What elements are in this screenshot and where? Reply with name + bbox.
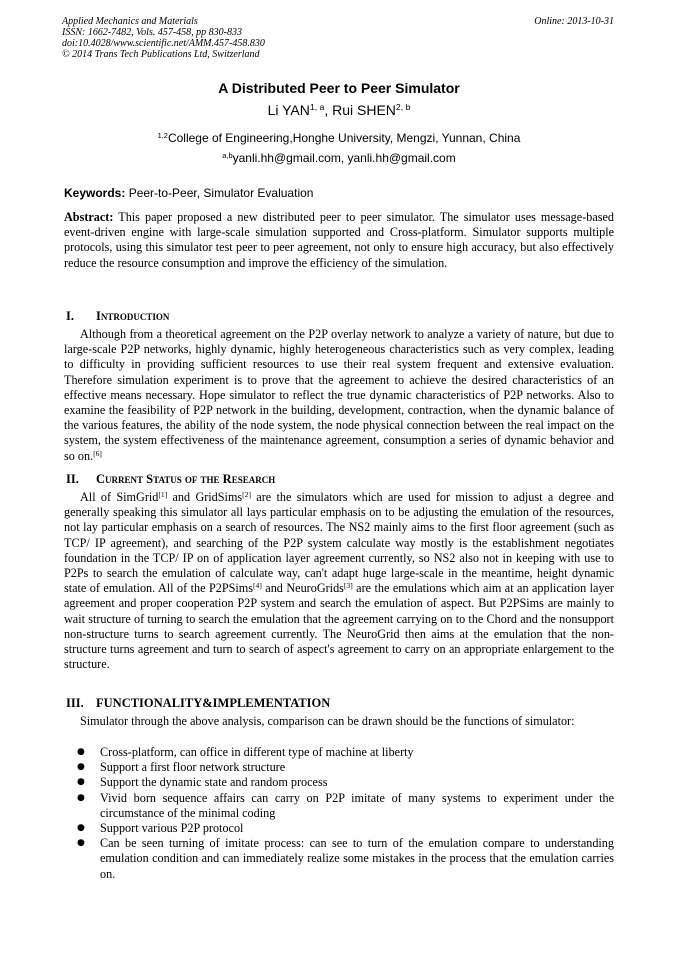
section-1-ref: [6] [93, 448, 102, 458]
section-1-text: Although from a theoretical agreement on the P2P overlay network to analyze a variety of nature, but due to large-scale P2P networks, highly dynamic, highly heterogeneous characteristics such as very complex, leading to difficulty in providing sufficient resources to use their real system frequent and extensive evaluation. Therefore simulation experiment is to prove that the agreement to achieve the desired characteristics of an effective means necessary. Hope simulator to reflect the true dynamic characteristics of P2P networks. Also to examine the feasibility of P2P network in the building, development, contraction, when the dynamic balance of the various features, the ability of the node system, the node physical connection between the real impact on the system, the system effectiveness of the maintenance agreement, consumption a series of dynamic behavior and so on. [64, 327, 614, 463]
section-3-intro: Simulator through the above analysis, comparison can be drawn should be the functions of simulator: [80, 714, 575, 728]
journal-name: Applied Mechanics and Materials [62, 16, 198, 27]
abstract [64, 210, 614, 271]
bullet-icon: ● [77, 762, 85, 773]
affiliation [0, 131, 678, 145]
section-2-title: Current Status of the Research [96, 472, 276, 486]
ref-neurogrids: [3] [343, 581, 353, 591]
list-item-text: Vivid born sequence affairs can carry on P2P imitate of many systems to experiment under the circumstance of the minimal coding [100, 790, 614, 820]
list-item-text: Support the dynamic state and random process [100, 775, 328, 790]
section-2-text-1: All of SimGrid [80, 490, 159, 504]
journal-issn: ISSN: 1662-7482, Vols. 457-458, pp 830-833 [62, 27, 242, 38]
journal-header [62, 16, 614, 60]
emails [0, 151, 678, 165]
affiliation-sup: 1,2 [157, 130, 168, 140]
section-1-heading [66, 309, 169, 324]
bullet-icon: ● [77, 777, 85, 788]
bullet-icon: ● [77, 823, 85, 834]
affiliation-text: College of Engineering,Honghe University, Mengzi, Yunnan, China [167, 131, 521, 145]
list-item [64, 821, 614, 836]
section-1-paragraph [64, 327, 614, 464]
list-item-text: Support a first floor network structure [100, 760, 286, 775]
paper-title: A Distributed Peer to Peer Simulator [218, 80, 460, 96]
list-item [64, 836, 614, 882]
bullet-icon: ● [77, 792, 85, 803]
author-2: Rui SHEN [332, 102, 396, 118]
ref-p2psims: [4] [253, 581, 262, 591]
author-separator: , [324, 102, 333, 118]
list-item-text: Cross-platform, can office in different type of machine at liberty [100, 745, 414, 759]
emails-sup: a,b [222, 150, 233, 160]
author-1: Li YAN [267, 102, 310, 118]
section-2-paragraph [64, 490, 614, 672]
list-item-text: Can be seen turning of imitate process: can see to turn of the emulation compare to understanding emulation condition and can immediately realize some mistakes in the process that the emulation carries on. [100, 836, 614, 881]
function-list [64, 745, 614, 882]
section-2-number: II. [66, 472, 79, 486]
section-1-number: I. [66, 309, 74, 323]
bullet-icon: ● [77, 838, 85, 849]
section-1-title: Introduction [96, 309, 170, 323]
list-item [64, 775, 614, 790]
journal-doi: doi:10.4028/www.scientific.net/AMM.457-458.830 [62, 38, 265, 49]
section-2-text-4: and NeuroGrids [261, 581, 344, 596]
list-item [64, 760, 614, 775]
ref-simgrid: [1] [158, 489, 168, 499]
list-item-text: Support various P2P protocol [100, 821, 244, 836]
ref-gridsims: [2] [242, 489, 251, 499]
author-1-affil: 1, a [309, 102, 325, 113]
list-item [64, 791, 614, 821]
section-2-text-5: are the emulations which aim at an application layer agreement and proper cooperation P2P system and search the emulation of aspect. But P2PSims are mainly to wait structure of turning to search the emulation that the agreement carrying on to the Chord and the nonsupport non-structure turns to search agreement currently. The NeuroGrid then aims at the emulation that the non- structure turns agreement and turn to search of aspect's agreement to carry on an appropriate enlargement to the structure. [64, 581, 614, 672]
section-2-heading [66, 472, 275, 487]
abstract-text: This paper proposed a new distributed peer to peer simulator. The simulator uses message-based event-driven engine with large-scale simulation supported and Cross-platform. Simulator supports multiple protocols, using this simulator test peer to peer agreement, not only to ensure high accuracy, but also effectively reduce the resource consumption and improve the efficiency of the simulation. [64, 210, 614, 270]
list-item [64, 745, 614, 760]
section-3-heading [66, 696, 330, 711]
bullet-icon: ● [77, 747, 85, 757]
section-3-title: FUNCTIONALITY&IMPLEMENTATION [96, 696, 331, 710]
online-date: Online: 2013-10-31 [534, 16, 614, 27]
author-line [0, 102, 678, 118]
abstract-label: Abstract: [64, 210, 114, 224]
author-2-affil: 2, b [395, 102, 411, 113]
journal-copyright: © 2014 Trans Tech Publications Ltd, Switzerland [62, 49, 260, 60]
keywords [64, 186, 313, 200]
keywords-label: Keywords: [64, 186, 126, 200]
emails-text: yanli.hh@gmail.com, yanli.hh@gmail.com [232, 151, 456, 165]
section-2-text-2: and GridSims [167, 490, 243, 504]
section-2-text-3: are the simulators which are used for mission to adjust a degree and generally speaking this simulator all lays particular emphasis on to be adjusting the emulation of the resources, not lay particular emphasis on a search of resources. The NS2 mainly aims to the first floor agreement (such as TCP/ IP agreement), and searching of the P2P system calculate way mostly is the establishment negotiates foundation in the TCP/ IP on of application layer agreement currently, so NS2 also not in keeping with use to P2Ps to search the emulation of calculate way, can't adapt huge large-scale in the meantime, height dynamic state of emulation. All of the P2PSims [64, 490, 614, 596]
section-3-number: III. [66, 696, 84, 710]
keywords-text: Peer-to-Peer, Simulator Evaluation [125, 186, 314, 200]
